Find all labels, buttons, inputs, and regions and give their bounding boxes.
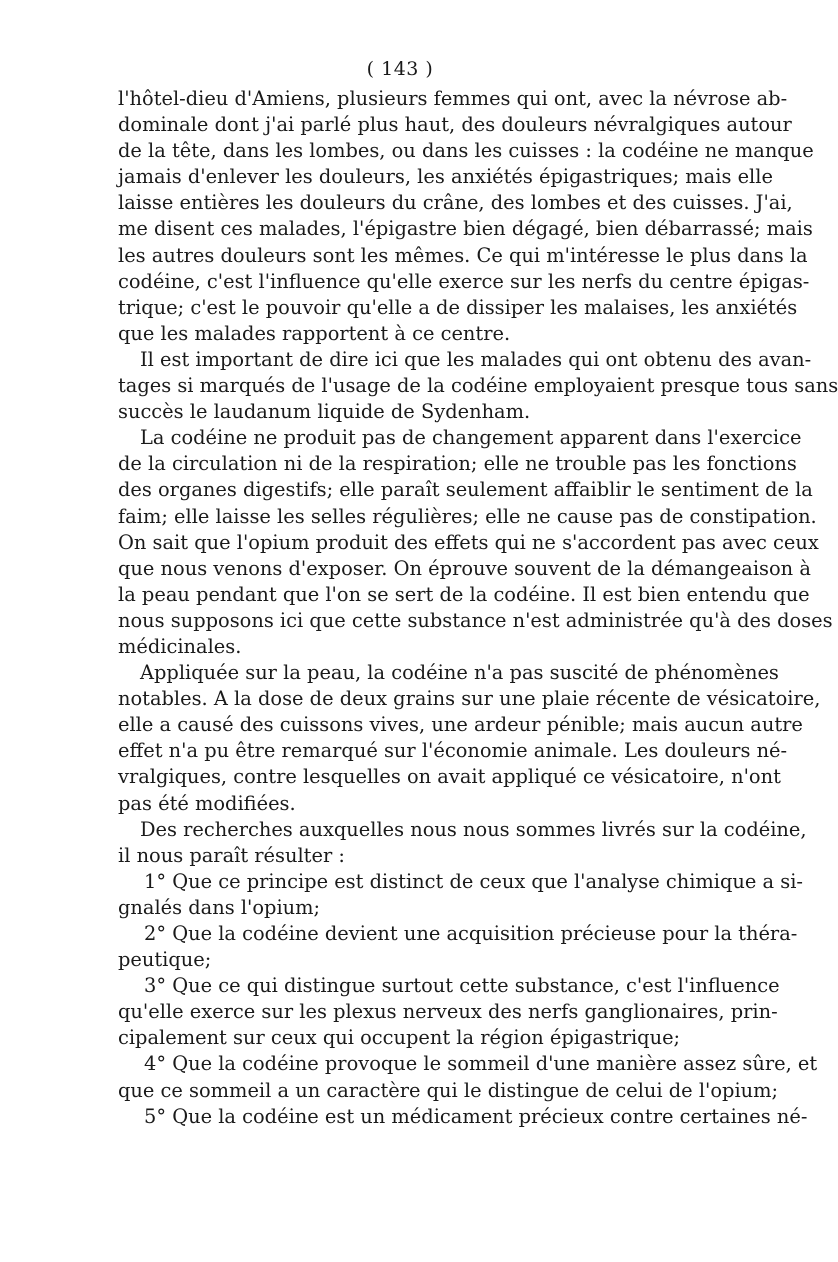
page-number: ( 143 ) [366, 58, 434, 80]
text-line: il nous paraît résulter : [118, 843, 345, 867]
text-line: La codéine ne produit pas de changement apparent dans l'exercice [140, 426, 802, 450]
text-line: que nous venons d'exposer. On éprouve souvent de la démangeaison à [118, 556, 811, 580]
paragraph [118, 86, 814, 347]
text-line: médicinales. [118, 634, 242, 658]
text-line: qu'elle exerce sur les plexus nerveux des nerfs ganglionaires, prin- [118, 1000, 778, 1024]
text-line: 4° Que la codéine provoque le sommeil d'une manière assez sûre, et [144, 1052, 818, 1076]
text-line: les autres douleurs sont les mêmes. Ce qui m'intéresse le plus dans la [118, 243, 808, 267]
text-line: de la circulation ni de la respiration; elle ne trouble pas les fonctions [118, 452, 797, 476]
list-item [118, 1051, 818, 1103]
text-line: Il est important de dire ici que les malades qui ont obtenu des avan- [140, 347, 812, 371]
paragraph [118, 425, 833, 660]
text-line: elle a causé des cuissons vives, une ardeur pénible; mais aucun autre [118, 713, 803, 737]
text-line: peutique; [118, 948, 212, 972]
text-line: des organes digestifs; elle paraît seulement affaiblir le sentiment de la [118, 478, 813, 502]
text-line: notables. A la dose de deux grains sur une plaie récente de vésicatoire, [118, 687, 821, 711]
body-text [118, 86, 838, 1130]
text-line: que ce sommeil a un caractère qui le distingue de celui de l'opium; [118, 1078, 779, 1102]
text-line: 1° Que ce principe est distinct de ceux que l'analyse chimique a si- [144, 869, 803, 893]
text-line: faim; elle laisse les selles régulières; elle ne cause pas de constipation. [118, 504, 817, 528]
text-line: gnalés dans l'opium; [118, 895, 321, 919]
text-line: me disent ces malades, l'épigastre bien dégagé, bien débarrassé; mais [118, 217, 813, 241]
text-line: On sait que l'opium produit des effets qui ne s'accordent pas avec ceux [118, 530, 819, 554]
paragraph [118, 660, 821, 817]
text-line: jamais d'enlever les douleurs, les anxiétés épigastriques; mais elle [118, 165, 773, 189]
text-line: Des recherches auxquelles nous nous sommes livrés sur la codéine, [140, 817, 807, 841]
text-line: dominale dont j'ai parlé plus haut, des douleurs névralgiques autour [118, 113, 792, 137]
text-line: 3° Que ce qui distingue surtout cette substance, c'est l'influence [144, 974, 780, 998]
text-line: l'hôtel-dieu d'Amiens, plusieurs femmes qui ont, avec la névrose ab- [118, 87, 788, 110]
list-item [118, 869, 803, 921]
list-item [118, 973, 780, 1051]
text-line: Appliquée sur la peau, la codéine n'a pas suscité de phénomènes [140, 661, 779, 685]
text-line: la peau pendant que l'on se sert de la codéine. Il est bien entendu que [118, 582, 810, 606]
paragraph [118, 817, 807, 869]
text-line: nous supposons ici que cette substance n'est administrée qu'à des doses [118, 608, 833, 632]
text-line: laisse entières les douleurs du crâne, des lombes et des cuisses. J'ai, [118, 191, 793, 215]
text-line: codéine, c'est l'influence qu'elle exerce sur les nerfs du centre épigas- [118, 269, 810, 293]
list-item [118, 921, 798, 973]
text-line: que les malades rapportent à ce centre. [118, 321, 511, 345]
text-line: pas été modifiées. [118, 791, 296, 815]
text-line: vralgiques, contre lesquelles on avait appliqué ce vésicatoire, n'ont [118, 765, 781, 789]
text-line: 2° Que la codéine devient une acquisition précieuse pour la théra- [144, 922, 798, 945]
text-line: tages si marqués de l'usage de la codéine employaient presque tous sans [118, 374, 838, 398]
text-line: 5° Que la codéine est un médicament précieux contre certaines né- [144, 1104, 808, 1128]
list-item [118, 1104, 808, 1130]
text-line: succès le laudanum liquide de Sydenham. [118, 400, 531, 424]
text-line: effet n'a pu être remarqué sur l'économie animale. Les douleurs né- [118, 739, 788, 763]
text-line: trique; c'est le pouvoir qu'elle a de dissiper les malaises, les anxiétés [118, 295, 798, 319]
text-line: cipalement sur ceux qui occupent la région épigastrique; [118, 1026, 681, 1050]
paragraph [118, 347, 838, 425]
text-line: de la tête, dans les lombes, ou dans les cuisses : la codéine ne manque [118, 139, 814, 163]
